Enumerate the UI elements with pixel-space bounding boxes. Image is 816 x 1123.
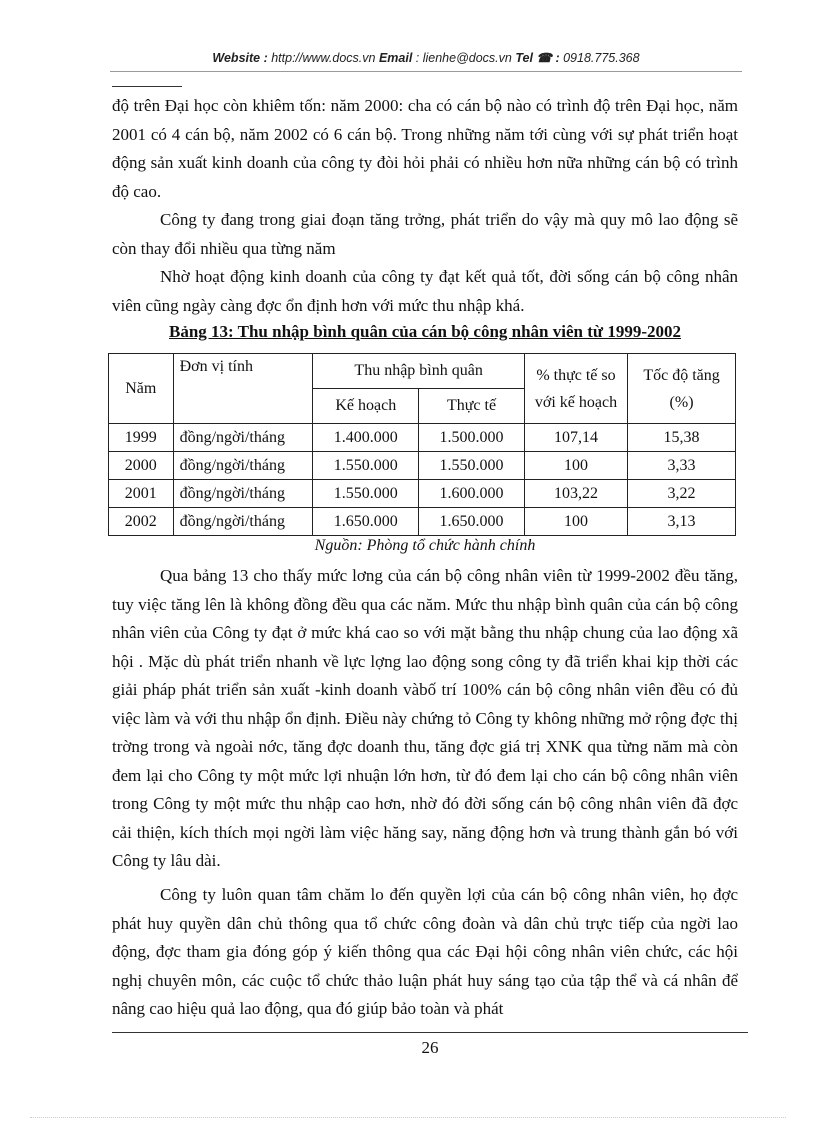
website-link[interactable]: http://www.docs.vn xyxy=(271,51,376,65)
header-actual: Thực tế xyxy=(419,389,525,424)
cell-pct: 100 xyxy=(524,452,627,480)
header-plan: Kế hoạch xyxy=(313,389,419,424)
paragraph-growth: Công ty đang trong giai đoạn tăng trởng, phát triển do vậy mà quy mô lao động sẽ còn thay đổi nhiều qua từng năm xyxy=(112,210,738,258)
header-year: Năm xyxy=(109,354,174,424)
cell-year: 2001 xyxy=(109,480,174,508)
cell-growth: 3,13 xyxy=(628,508,736,536)
page-header xyxy=(110,50,742,65)
website-label: Website : xyxy=(212,51,268,65)
header-growth: Tốc độ tăng (%) xyxy=(628,354,736,424)
header-pct: % thực tế so với kế hoạch xyxy=(524,354,627,424)
page-number: 26 xyxy=(421,1038,439,1057)
cell-plan: 1.550.000 xyxy=(313,452,419,480)
cell-actual: 1.550.000 xyxy=(419,452,525,480)
cell-pct: 100 xyxy=(524,508,627,536)
header-divider xyxy=(110,71,742,72)
cell-pct: 103,22 xyxy=(524,480,627,508)
cell-actual: 1.600.000 xyxy=(419,480,525,508)
paragraph-analysis: Qua bảng 13 cho thấy mức lơng của cán bộ công nhân viên từ 1999-2002 đều tăng, tuy việc tăng lên là không đồng đều qua các năm. Mức thu nhập bình quân của cán bộ công nhân viên của Công ty đạt ở mức khá cao so với mặt bằng thu nhập chung của lao động xã hội . Mặc dù phát triển nhanh về lực lợng lao động song công ty đã triển khai kịp thời các giải pháp phát triển sản xuất -kinh doanh vàbố trí 100% cán bộ công nhân viên đều có đủ việc làm và với thu nhập ổn định. Điều này chứng tỏ Công ty không những mở rộng đợc thị trờng trong và ngoài nớc, tăng đợc doanh thu, tăng đợc giá trị XNK qua từng năm mà còn đem lại cho Công ty một mức lợi nhuận lớn hơn, từ đó đem lại cho cán bộ công nhân viên trong Công ty một mức thu nhập cao hơn, nhờ đó đời sống cán bộ công nhân viên đã đợc cải thiện, kích thích mọi ngời làm việc hăng say, năng động hơn và trung thành gắn bó với Công ty lâu dài. xyxy=(112,566,738,870)
cell-unit: đồng/ngời/tháng xyxy=(173,480,313,508)
header-income: Thu nhập bình quân xyxy=(313,354,524,389)
table-title: Bảng 13: Thu nhập bình quân của cán bộ công nhân viên từ 1999-2002 xyxy=(168,322,682,341)
table-source: Nguồn: Phòng tổ chức hành chính xyxy=(314,537,536,554)
cell-growth: 3,33 xyxy=(628,452,736,480)
cell-growth: 3,22 xyxy=(628,480,736,508)
email-link[interactable]: : lienhe@docs.vn xyxy=(415,51,512,65)
cell-actual: 1.500.000 xyxy=(419,424,525,452)
cell-plan: 1.400.000 xyxy=(313,424,419,452)
cell-plan: 1.650.000 xyxy=(313,508,419,536)
table-row xyxy=(109,480,736,508)
cell-unit: đồng/ngời/tháng xyxy=(173,508,313,536)
page-edge xyxy=(30,1117,786,1118)
cell-unit: đồng/ngời/tháng xyxy=(173,424,313,452)
continuation-rule xyxy=(112,86,182,87)
cell-actual: 1.650.000 xyxy=(419,508,525,536)
table-row xyxy=(109,424,736,452)
cell-growth: 15,38 xyxy=(628,424,736,452)
cell-year: 2000 xyxy=(109,452,174,480)
email-label: Email xyxy=(378,51,413,65)
income-table xyxy=(108,353,736,536)
cell-year: 1999 xyxy=(109,424,174,452)
cell-year: 2002 xyxy=(109,508,174,536)
header-unit: Đơn vị tính xyxy=(173,354,313,424)
tel-label: Tel ☎ : xyxy=(515,51,560,65)
paragraph-rights: Công ty luôn quan tâm chăm lo đến quyền lợi của cán bộ công nhân viên, họ đợc phát huy quyền dân chủ thông qua tổ chức công đoàn và dân chủ trực tiếp của ngời lao động, đợc tham gia đóng góp ý kiến thông qua các Đại hội công nhân viên chức, các hội nghị chuyên môn, các cuộc tổ chức thảo luận phát huy sáng tạo của tập thể và cá nhân để nâng cao hiệu quả lao động, qua đó giúp bảo toàn và phát xyxy=(112,885,738,1018)
footer-divider xyxy=(112,1032,748,1033)
cell-plan: 1.550.000 xyxy=(313,480,419,508)
cell-unit: đồng/ngời/tháng xyxy=(173,452,313,480)
table-row xyxy=(109,508,736,536)
paragraph-income: Nhờ hoạt động kinh doanh của công ty đạt kết quả tốt, đời sống cán bộ công nhân viên cũng ngày càng đợc ổn định hơn với mức thu nhập khá. xyxy=(112,267,738,315)
tel-number: 0918.775.368 xyxy=(563,51,640,65)
cell-pct: 107,14 xyxy=(524,424,627,452)
table-row xyxy=(109,452,736,480)
paragraph-intro: độ trên Đại học còn khiêm tốn: năm 2000: cha có cán bộ nào có trình độ trên Đại học, năm 2001 có 4 cán bộ, năm 2002 có 6 cán bộ. Trong những năm tới cùng với sự phát triển hoạt động sản xuất kinh doanh của công ty đòi hỏi phải có nhiều hơn nữa những cán bộ có trình độ cao. xyxy=(112,96,738,201)
